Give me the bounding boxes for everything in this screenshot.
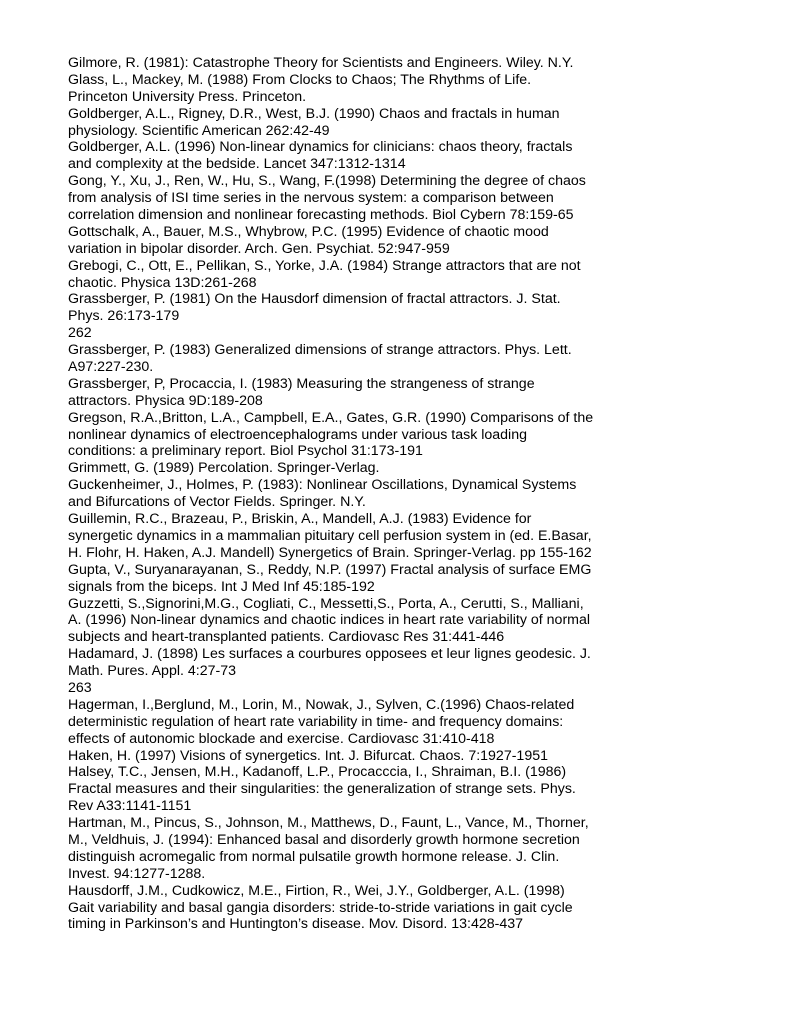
reference-line: Hadamard, J. (1898) Les surfaces a courbures opposees et leur lignes geodesic. J. (68, 646, 591, 663)
reference-line: Grimmett, G. (1989) Percolation. Springer-Verlag. (68, 460, 380, 477)
reference-line: and complexity at the bedside. Lancet 347:1312-1314 (68, 156, 406, 173)
page-number: 262 (68, 325, 92, 342)
reference-line: from analysis of ISI time series in the nervous system: a comparison between (68, 190, 554, 207)
reference-line: variation in bipolar disorder. Arch. Gen. Psychiat. 52:947-959 (68, 240, 450, 257)
reference-list (68, 55, 768, 933)
reference-line: Invest. 94:1277-1288. (68, 865, 206, 882)
reference-line: nonlinear dynamics of electroencephalograms under various task loading (68, 426, 527, 443)
reference-line: timing in Parkinson’s and Huntington’s disease. Mov. Disord. 13:428-437 (68, 916, 524, 933)
reference-line: M., Veldhuis, J. (1994): Enhanced basal and disorderly growth hormone secretion (68, 831, 580, 848)
reference-line: and Bifurcations of Vector Fields. Springer. N.Y. (68, 494, 366, 511)
page-number: 263 (68, 679, 92, 696)
reference-line: conditions: a preliminary report. Biol Psychol 31:173-191 (68, 443, 423, 460)
reference-line: attractors. Physica 9D:189-208 (68, 392, 263, 409)
reference-line: Phys. 26:173-179 (68, 308, 180, 325)
reference-line: Grebogi, C., Ott, E., Pellikan, S., Yorke, J.A. (1984) Strange attractors that are not (68, 257, 581, 274)
reference-line: Haken, H. (1997) Visions of synergetics. Int. J. Bifurcat. Chaos. 7:1927-1951 (68, 747, 548, 764)
reference-line: Guillemin, R.C., Brazeau, P., Briskin, A., Mandell, A.J. (1983) Evidence for (68, 511, 532, 528)
reference-line: subjects and heart-transplanted patients. Cardiovasc Res 31:441-446 (68, 629, 505, 646)
reference-line: Goldberger, A.L. (1996) Non-linear dynamics for clinicians: chaos theory, fractals (68, 139, 573, 156)
reference-line: chaotic. Physica 13D:261-268 (68, 274, 257, 291)
reference-line: Gilmore, R. (1981): Catastrophe Theory for Scientists and Engineers. Wiley. N.Y. (68, 55, 574, 71)
reference-line: Gottschalk, A., Bauer, M.S., Whybrow, P.C. (1995) Evidence of chaotic mood (68, 223, 549, 240)
reference-line: Guzzetti, S.,Signorini,M.G., Cogliati, C., Messetti,S., Porta, A., Cerutti, S., Malliani, (68, 595, 584, 612)
reference-line: Gait variability and basal gangia disorders: stride-to-stride variations in gait cycle (68, 899, 573, 916)
reference-line: A97:227-230. (68, 359, 154, 376)
reference-line: physiology. Scientific American 262:42-49 (68, 122, 330, 139)
reference-line: Hausdorff, J.M., Cudkowicz, M.E., Firtion, R., Wei, J.Y., Goldberger, A.L. (1998) (68, 882, 565, 899)
reference-line: Math. Pures. Appl. 4:27-73 (68, 663, 236, 680)
reference-line: correlation dimension and nonlinear forecasting methods. Biol Cybern 78:159-65 (68, 207, 574, 224)
reference-line: H. Flohr, H. Haken, A.J. Mandell) Synergetics of Brain. Springer-Verlag. pp 155-162 (68, 544, 592, 561)
reference-line: synergetic dynamics in a mammalian pituitary cell perfusion system in (ed. E.Basar, (68, 527, 592, 544)
reference-line: Gong, Y., Xu, J., Ren, W., Hu, S., Wang, F.(1998) Determining the degree of chaos (68, 173, 586, 190)
reference-line: A. (1996) Non-linear dynamics and chaotic indices in heart rate variability of normal (68, 612, 591, 629)
reference-line: Fractal measures and their singularities: the generalization of strange sets. Phys. (68, 781, 576, 798)
reference-line: distinguish acromegalic from normal pulsatile growth hormone release. J. Clin. (68, 848, 560, 865)
reference-line: Grassberger, P, Procaccia, I. (1983) Measuring the strangeness of strange (68, 375, 535, 392)
reference-line: signals from the biceps. Int J Med Inf 45:185-192 (68, 578, 375, 595)
reference-line: effects of autonomic blockade and exercise. Cardiovasc 31:410-418 (68, 730, 495, 747)
reference-line: deterministic regulation of heart rate variability in time- and frequency domains: (68, 713, 564, 730)
reference-line: Gregson, R.A.,Britton, L.A., Campbell, E.A., Gates, G.R. (1990) Comparisons of the (68, 409, 594, 426)
reference-line: Grassberger, P. (1981) On the Hausdorf dimension of fractal attractors. J. Stat. (68, 291, 561, 308)
reference-line: Goldberger, A.L., Rigney, D.R., West, B.J. (1990) Chaos and fractals in human (68, 105, 560, 122)
reference-line: Hagerman, I.,Berglund, M., Lorin, M., Nowak, J., Sylven, C.(1996) Chaos-related (68, 696, 575, 713)
reference-line: Guckenheimer, J., Holmes, P. (1983): Nonlinear Oscillations, Dynamical Systems (68, 477, 577, 494)
reference-line: Hartman, M., Pincus, S., Johnson, M., Matthews, D., Faunt, L., Vance, M., Thorner, (68, 815, 589, 832)
reference-line: Glass, L., Mackey, M. (1988) From Clocks to Chaos; The Rhythms of Life. (68, 71, 532, 88)
reference-line: Rev A33:1141-1151 (68, 798, 192, 815)
reference-line: Gupta, V., Suryanarayanan, S., Reddy, N.P. (1997) Fractal analysis of surface EMG (68, 561, 592, 578)
reference-line: Grassberger, P. (1983) Generalized dimensions of strange attractors. Phys. Lett. (68, 342, 572, 359)
reference-line: Halsey, T.C., Jensen, M.H., Kadanoff, L.P., Procacccia, I., Shraiman, B.I. (1986) (68, 764, 567, 781)
reference-line: Princeton University Press. Princeton. (68, 88, 307, 105)
